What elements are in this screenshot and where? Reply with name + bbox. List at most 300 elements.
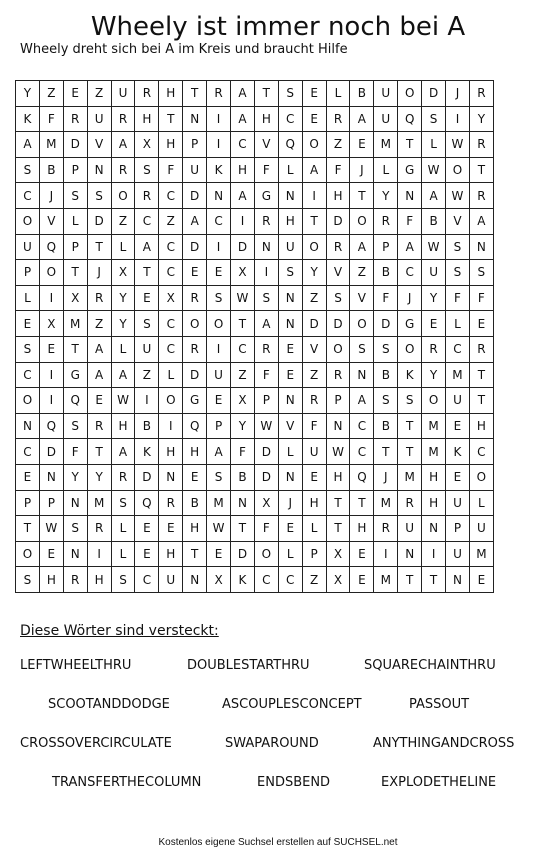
grid-cell: K <box>231 567 255 593</box>
grid-cell: Q <box>63 388 87 414</box>
grid-cell: F <box>231 439 255 465</box>
grid-cell: R <box>254 208 278 234</box>
grid-cell: Q <box>39 413 63 439</box>
grid-cell: B <box>374 362 398 388</box>
grid-cell: Y <box>422 362 446 388</box>
grid-cell: T <box>350 490 374 516</box>
grid-cell: Q <box>350 464 374 490</box>
grid-cell: S <box>111 567 135 593</box>
grid-cell: C <box>159 234 183 260</box>
grid-cell: Y <box>422 285 446 311</box>
grid-cell: V <box>446 208 470 234</box>
grid-cell: C <box>350 413 374 439</box>
grid-cell: B <box>183 490 207 516</box>
grid-cell: R <box>183 336 207 362</box>
grid-cell: G <box>183 388 207 414</box>
grid-cell: R <box>374 208 398 234</box>
grid-cell: M <box>446 362 470 388</box>
grid-cell: H <box>111 413 135 439</box>
grid-cell: T <box>87 439 111 465</box>
grid-row <box>16 234 494 260</box>
grid-cell: N <box>278 464 302 490</box>
grid-cell: R <box>326 234 350 260</box>
grid-cell: O <box>398 336 422 362</box>
grid-cell: X <box>254 490 278 516</box>
grid-cell: Q <box>398 106 422 132</box>
grid-cell: M <box>422 439 446 465</box>
grid-cell: S <box>16 157 40 183</box>
grid-cell: A <box>207 439 231 465</box>
grid-cell: D <box>39 439 63 465</box>
grid-cell: N <box>183 567 207 593</box>
grid-cell: T <box>398 439 422 465</box>
grid-cell: F <box>63 439 87 465</box>
grid-cell: A <box>111 439 135 465</box>
grid-cell: H <box>183 516 207 542</box>
grid-row <box>16 413 494 439</box>
grid-cell: D <box>302 311 326 337</box>
grid-cell: L <box>278 541 302 567</box>
grid-row <box>16 260 494 286</box>
grid-cell: Y <box>302 260 326 286</box>
grid-cell: W <box>446 183 470 209</box>
grid-cell: N <box>278 388 302 414</box>
grid-cell: E <box>159 516 183 542</box>
grid-cell: F <box>446 285 470 311</box>
grid-cell: T <box>231 516 255 542</box>
grid-cell: O <box>111 183 135 209</box>
grid-cell: N <box>398 541 422 567</box>
grid-cell: N <box>422 516 446 542</box>
grid-cell: X <box>39 311 63 337</box>
grid-cell: F <box>374 285 398 311</box>
grid-cell: V <box>302 336 326 362</box>
grid-cell: R <box>207 81 231 107</box>
grid-cell: N <box>278 311 302 337</box>
grid-cell: T <box>16 516 40 542</box>
grid-cell: Z <box>302 362 326 388</box>
grid-row <box>16 81 494 107</box>
grid-cell: E <box>422 311 446 337</box>
grid-cell: S <box>446 260 470 286</box>
grid-cell: N <box>39 464 63 490</box>
grid-cell: T <box>469 157 493 183</box>
grid-cell: S <box>398 388 422 414</box>
grid-cell: H <box>469 413 493 439</box>
grid-cell: C <box>207 208 231 234</box>
word-item: PASSOUT <box>409 697 470 712</box>
grid-cell: N <box>16 413 40 439</box>
grid-cell: D <box>63 132 87 158</box>
grid-cell: A <box>231 106 255 132</box>
grid-cell: T <box>63 336 87 362</box>
grid-cell: E <box>278 336 302 362</box>
grid-cell: U <box>302 439 326 465</box>
grid-cell: H <box>350 516 374 542</box>
grid-cell: H <box>422 490 446 516</box>
grid-cell: K <box>446 439 470 465</box>
grid-cell: B <box>422 208 446 234</box>
grid-cell: X <box>207 567 231 593</box>
grid-cell: H <box>422 464 446 490</box>
grid-cell: M <box>374 132 398 158</box>
grid-cell: S <box>207 464 231 490</box>
grid-cell: I <box>422 541 446 567</box>
grid-cell: Q <box>135 490 159 516</box>
grid-cell: E <box>278 362 302 388</box>
grid-cell: F <box>39 106 63 132</box>
grid-cell: M <box>469 541 493 567</box>
grid-cell: Y <box>111 285 135 311</box>
grid-cell: Z <box>87 311 111 337</box>
grid-cell: T <box>254 81 278 107</box>
grid-cell: E <box>183 464 207 490</box>
grid-cell: N <box>446 567 470 593</box>
grid-cell: F <box>159 157 183 183</box>
grid-cell: C <box>278 106 302 132</box>
grid-cell: F <box>254 157 278 183</box>
grid-cell: W <box>231 285 255 311</box>
grid-cell: Q <box>278 132 302 158</box>
grid-cell: C <box>446 336 470 362</box>
grid-cell: E <box>135 285 159 311</box>
grid-cell: U <box>278 234 302 260</box>
grid-cell: T <box>302 208 326 234</box>
grid-cell: R <box>111 464 135 490</box>
grid-cell: A <box>231 183 255 209</box>
word-item: ASCOUPLESCONCEPT <box>222 697 362 712</box>
grid-cell: W <box>254 413 278 439</box>
grid-cell: S <box>350 336 374 362</box>
grid-cell: L <box>374 157 398 183</box>
grid-cell: T <box>87 234 111 260</box>
grid-cell: P <box>16 490 40 516</box>
grid-cell: S <box>254 285 278 311</box>
grid-cell: C <box>350 439 374 465</box>
grid-cell: G <box>398 311 422 337</box>
grid-cell: I <box>446 106 470 132</box>
grid-cell: S <box>16 336 40 362</box>
grid-cell: L <box>278 157 302 183</box>
grid-cell: N <box>469 234 493 260</box>
grid-cell: W <box>446 132 470 158</box>
grid-cell: N <box>207 183 231 209</box>
grid-cell: S <box>111 490 135 516</box>
letter-grid <box>15 80 494 593</box>
grid-cell: Z <box>87 81 111 107</box>
grid-cell: M <box>39 132 63 158</box>
grid-cell: A <box>350 388 374 414</box>
grid-cell: A <box>254 311 278 337</box>
grid-cell: S <box>374 388 398 414</box>
grid-cell: E <box>135 541 159 567</box>
grid-cell: C <box>135 567 159 593</box>
grid-cell: D <box>254 464 278 490</box>
grid-cell: B <box>39 157 63 183</box>
grid-row <box>16 157 494 183</box>
grid-cell: D <box>231 234 255 260</box>
grid-cell: S <box>422 106 446 132</box>
grid-cell: I <box>374 541 398 567</box>
grid-cell: Q <box>39 234 63 260</box>
grid-cell: H <box>302 490 326 516</box>
grid-cell: R <box>87 285 111 311</box>
grid-cell: U <box>207 362 231 388</box>
grid-cell: C <box>159 311 183 337</box>
grid-cell: S <box>326 285 350 311</box>
grid-cell: A <box>183 208 207 234</box>
grid-cell: E <box>183 260 207 286</box>
grid-row <box>16 388 494 414</box>
grid-cell: O <box>469 464 493 490</box>
grid-cell: O <box>302 234 326 260</box>
grid-cell: M <box>374 490 398 516</box>
grid-cell: D <box>87 208 111 234</box>
word-item: SWAPAROUND <box>225 736 319 751</box>
grid-cell: O <box>39 260 63 286</box>
grid-cell: A <box>135 234 159 260</box>
grid-cell: E <box>87 388 111 414</box>
grid-cell: E <box>207 541 231 567</box>
grid-cell: H <box>326 183 350 209</box>
grid-cell: E <box>350 541 374 567</box>
grid-cell: R <box>87 413 111 439</box>
grid-cell: Z <box>135 362 159 388</box>
grid-cell: X <box>159 285 183 311</box>
grid-cell: N <box>278 285 302 311</box>
grid-row <box>16 490 494 516</box>
grid-cell: A <box>111 132 135 158</box>
grid-cell: T <box>469 388 493 414</box>
grid-cell: U <box>183 157 207 183</box>
grid-cell: T <box>398 413 422 439</box>
grid-cell: O <box>16 388 40 414</box>
grid-cell: S <box>63 183 87 209</box>
grid-cell: O <box>159 388 183 414</box>
grid-row <box>16 183 494 209</box>
word-item: DOUBLESTARTHRU <box>187 658 310 673</box>
grid-cell: R <box>87 516 111 542</box>
word-item: SQUARECHAINTHRU <box>364 658 496 673</box>
grid-cell: Q <box>183 413 207 439</box>
grid-cell: Y <box>469 106 493 132</box>
grid-cell: P <box>39 490 63 516</box>
grid-cell: E <box>207 260 231 286</box>
grid-cell: I <box>207 234 231 260</box>
grid-cell: R <box>469 132 493 158</box>
grid-cell: V <box>350 285 374 311</box>
grid-cell: O <box>326 336 350 362</box>
grid-cell: H <box>159 81 183 107</box>
grid-cell: T <box>326 516 350 542</box>
grid-cell: A <box>87 336 111 362</box>
grid-cell: G <box>254 183 278 209</box>
grid-cell: B <box>374 413 398 439</box>
grid-cell: I <box>39 362 63 388</box>
grid-cell: T <box>398 567 422 593</box>
grid-cell: H <box>159 132 183 158</box>
grid-cell: L <box>63 208 87 234</box>
grid-cell: R <box>398 490 422 516</box>
grid-cell: C <box>159 260 183 286</box>
grid-cell: C <box>16 362 40 388</box>
grid-cell: U <box>16 234 40 260</box>
grid-cell: Z <box>39 81 63 107</box>
grid-cell: E <box>278 516 302 542</box>
grid-cell: A <box>302 157 326 183</box>
word-item: LEFTWHEELTHRU <box>20 658 132 673</box>
grid-cell: E <box>469 311 493 337</box>
grid-cell: D <box>326 208 350 234</box>
page-title: Wheely ist immer noch bei A <box>90 12 466 42</box>
grid-cell: E <box>39 541 63 567</box>
grid-cell: B <box>231 464 255 490</box>
grid-cell: F <box>398 208 422 234</box>
grid-cell: N <box>231 490 255 516</box>
grid-cell: F <box>254 516 278 542</box>
grid-cell: E <box>446 413 470 439</box>
grid-cell: W <box>326 439 350 465</box>
grid-cell: A <box>231 81 255 107</box>
grid-cell: R <box>135 81 159 107</box>
grid-cell: C <box>398 260 422 286</box>
grid-cell: N <box>87 157 111 183</box>
grid-cell: H <box>326 464 350 490</box>
grid-cell: U <box>374 106 398 132</box>
grid-cell: P <box>446 516 470 542</box>
grid-cell: H <box>39 567 63 593</box>
grid-cell: T <box>183 81 207 107</box>
grid-cell: K <box>398 362 422 388</box>
grid-cell: H <box>231 157 255 183</box>
grid-cell: V <box>278 413 302 439</box>
grid-cell: W <box>111 388 135 414</box>
grid-cell: X <box>326 567 350 593</box>
grid-cell: A <box>16 132 40 158</box>
word-item: CROSSOVERCIRCULATE <box>20 736 172 751</box>
grid-cell: I <box>39 285 63 311</box>
grid-cell: C <box>231 336 255 362</box>
grid-cell: R <box>159 490 183 516</box>
grid-cell: E <box>63 81 87 107</box>
footer-credit: Kostenlos eigene Suchsel erstellen auf SUCHSEL.net <box>158 837 398 848</box>
grid-cell: Y <box>63 464 87 490</box>
grid-cell: A <box>398 234 422 260</box>
grid-cell: W <box>39 516 63 542</box>
grid-cell: A <box>111 362 135 388</box>
grid-cell: F <box>254 362 278 388</box>
grid-cell: P <box>374 234 398 260</box>
word-item: ENDSBEND <box>257 775 331 790</box>
grid-cell: Y <box>87 464 111 490</box>
grid-cell: N <box>254 234 278 260</box>
grid-cell: R <box>135 183 159 209</box>
grid-cell: R <box>422 336 446 362</box>
grid-cell: X <box>231 260 255 286</box>
grid-cell: V <box>326 260 350 286</box>
grid-cell: T <box>422 567 446 593</box>
grid-cell: R <box>302 388 326 414</box>
grid-cell: T <box>326 490 350 516</box>
grid-cell: H <box>159 541 183 567</box>
grid-row <box>16 132 494 158</box>
grid-cell: J <box>87 260 111 286</box>
grid-cell: J <box>446 81 470 107</box>
grid-cell: R <box>63 106 87 132</box>
grid-cell: I <box>302 183 326 209</box>
grid-cell: U <box>446 490 470 516</box>
grid-cell: N <box>278 183 302 209</box>
word-list-heading: Diese Wörter sind versteckt: <box>20 623 219 639</box>
grid-cell: B <box>374 260 398 286</box>
grid-cell: C <box>16 439 40 465</box>
grid-cell: V <box>39 208 63 234</box>
grid-cell: U <box>422 260 446 286</box>
grid-cell: H <box>278 208 302 234</box>
grid-cell: K <box>207 157 231 183</box>
grid-cell: C <box>159 336 183 362</box>
grid-cell: L <box>302 516 326 542</box>
word-item: TRANSFERTHECOLUMN <box>52 775 202 790</box>
grid-cell: B <box>350 81 374 107</box>
grid-cell: C <box>469 439 493 465</box>
grid-cell: N <box>183 106 207 132</box>
grid-cell: J <box>374 464 398 490</box>
grid-cell: Z <box>350 260 374 286</box>
grid-cell: D <box>183 362 207 388</box>
grid-cell: D <box>422 81 446 107</box>
grid-cell: F <box>469 285 493 311</box>
grid-cell: F <box>326 157 350 183</box>
grid-cell: J <box>278 490 302 516</box>
grid-cell: E <box>302 81 326 107</box>
grid-cell: Y <box>374 183 398 209</box>
grid-cell: T <box>231 311 255 337</box>
grid-cell: P <box>16 260 40 286</box>
grid-cell: E <box>16 311 40 337</box>
grid-cell: T <box>374 439 398 465</box>
grid-cell: L <box>111 516 135 542</box>
grid-cell: X <box>326 541 350 567</box>
grid-cell: K <box>16 106 40 132</box>
grid-cell: P <box>207 413 231 439</box>
grid-cell: H <box>135 106 159 132</box>
grid-cell: U <box>87 106 111 132</box>
grid-cell: D <box>183 234 207 260</box>
grid-cell: O <box>350 311 374 337</box>
grid-cell: W <box>207 516 231 542</box>
grid-cell: M <box>207 490 231 516</box>
grid-row <box>16 541 494 567</box>
grid-cell: S <box>87 183 111 209</box>
grid-cell: M <box>398 464 422 490</box>
word-item: ANYTHINGANDCROSS <box>373 736 515 751</box>
grid-cell: S <box>278 260 302 286</box>
grid-cell: R <box>469 336 493 362</box>
grid-cell: X <box>231 388 255 414</box>
grid-cell: S <box>16 567 40 593</box>
grid-cell: V <box>254 132 278 158</box>
grid-cell: Y <box>16 81 40 107</box>
grid-cell: A <box>422 183 446 209</box>
grid-cell: P <box>183 132 207 158</box>
grid-cell: S <box>469 260 493 286</box>
grid-cell: R <box>63 567 87 593</box>
grid-cell: D <box>231 541 255 567</box>
grid-cell: U <box>446 388 470 414</box>
grid-cell: D <box>326 311 350 337</box>
grid-cell: P <box>63 234 87 260</box>
